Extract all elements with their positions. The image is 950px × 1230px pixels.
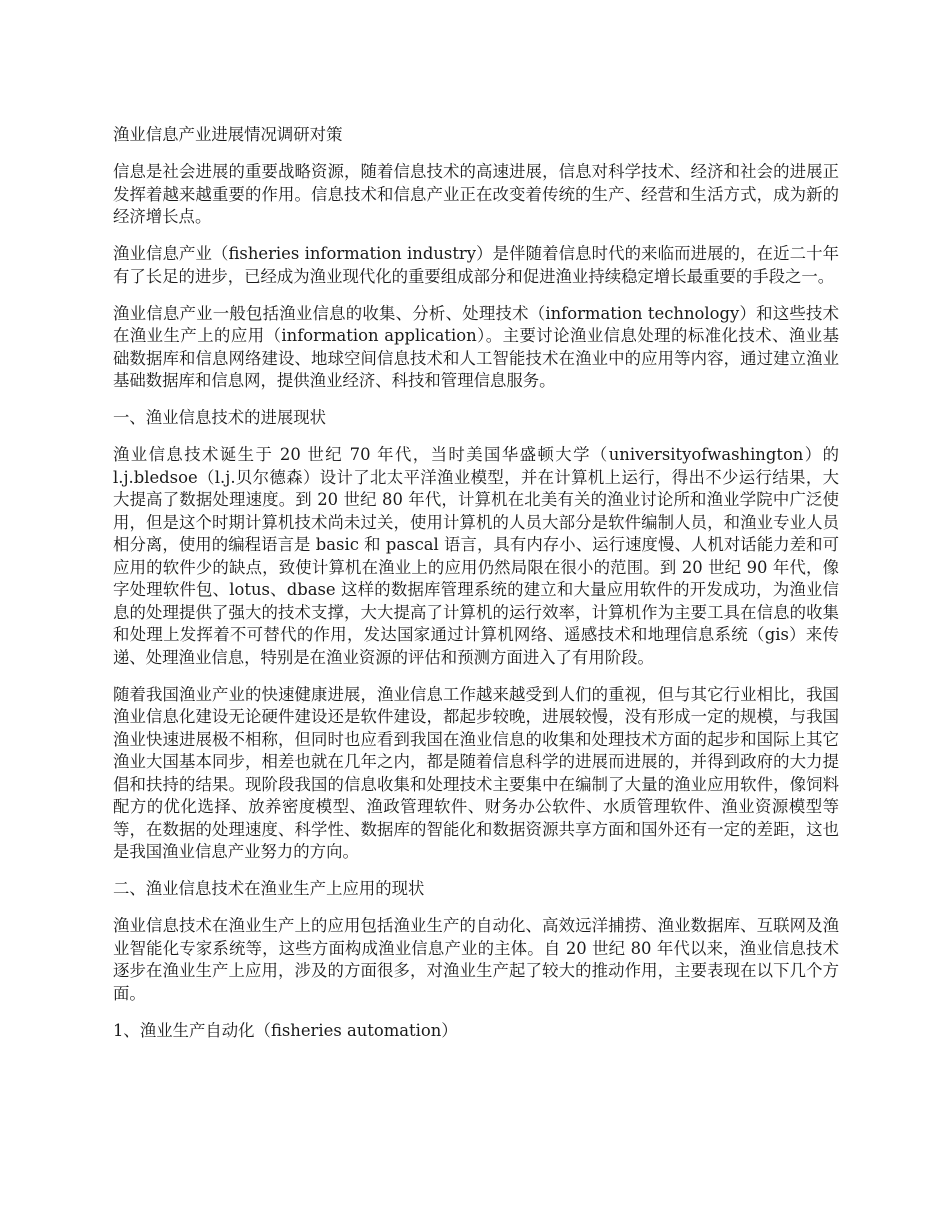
document-page — [113, 124, 839, 1057]
paragraph-intro-2: 渔业信息产业（fisheries information industry）是伴随着信息时代的来临而进展的，在近二十年有了长足的进步，已经成为渔业现代化的重要组成部分和促进渔业持续稳定增长最重要的手段之一。 — [113, 244, 839, 286]
paragraph-section1-1: 渔业信息技术诞生于 20 世纪 70 年代，当时美国华盛顿大学（universityofwashington）的 l.j.bledsoe（l.j.贝尔德森）设计了北太平洋渔业模型，并在计算机上运行，得出不少运行结果，大大提高了数据处理速度。到 20 世纪 80 年代，计算机在北美有关的渔业讨论所和渔业学院中广泛使用，但是这个时期计算机技术尚未过关，使用计算机的人员大部分是软件编制人员，和渔业专业人员相分离，使用的编程语言是 basic 和 pascal 语言，具有内存小、运行速度慢、人机对话能力差和可应用的软件少的缺点，致使计算机在渔业上的应用仍然局限在很小的范围。到 20 世纪 90 年代，像字处理软件包、lotus、dbase 这样的数据库管理系统的建立和大量应用软件的开发成功，为渔业信息的处理提供了强大的技术支撑，大大提高了计算机的运行效率，计算机作为主要工具在信息的收集和处理上发挥着不可替代的作用，发达国家通过计算机网络、遥感技术和地理信息系统（gis）来传递、处理渔业信息，特别是在渔业资源的评估和预测方面进入了有用阶段。 — [113, 445, 839, 667]
subsection-heading-1: 1、渔业生产自动化（fisheries automation） — [113, 1020, 458, 1040]
document-title: 渔业信息产业进展情况调研对策 — [113, 125, 343, 144]
paragraph-intro-3: 渔业信息产业一般包括渔业信息的收集、分析、处理技术（information technology）和这些技术在渔业生产上的应用（information application）。主要讨论渔业信息处理的标准化技术、渔业基础数据库和信息网络建设、地球空间信息技术和人工智能技术在渔业中的应用等内容，通过建立渔业基础数据库和信息网，提供渔业经济、科技和管理信息服务。 — [113, 303, 839, 390]
section-heading-2: 二、渔业信息技术在渔业生产上应用的现状 — [113, 879, 425, 898]
paragraph-section2-1: 渔业信息技术在渔业生产上的应用包括渔业生产的自动化、高效远洋捕捞、渔业数据库、互联网及渔业智能化专家系统等，这些方面构成渔业信息产业的主体。自 20 世纪 80 年代以来，渔业信息技术逐步在渔业生产上应用，涉及的方面很多，对渔业生产起了较大的推动作用，主要表现在以下几个方面。 — [113, 916, 839, 1003]
section-heading-1: 一、渔业信息技术的进展现状 — [113, 408, 327, 427]
paragraph-intro-1: 信息是社会进展的重要战略资源，随着信息技术的高速进展，信息对科学技术、经济和社会的进展正发挥着越来越重要的作用。信息技术和信息产业正在改变着传统的生产、经营和生活方式，成为新的经济增长点。 — [113, 162, 839, 226]
paragraph-section1-2: 随着我国渔业产业的快速健康进展，渔业信息工作越来越受到人们的重视，但与其它行业相比，我国渔业信息化建设无论硬件建设还是软件建设，都起步较晚，进展较慢，没有形成一定的规模，与我国渔业快速进展极不相称，但同时也应看到我国在渔业信息的收集和处理技术方面的起步和国际上其它渔业大国基本同步，相差也就在几年之内，都是随着信息科学的进展而进展的，并得到政府的大力提倡和扶持的结果。现阶段我国的信息收集和处理技术主要集中在编制了大量的渔业应用软件，像饲料配方的优化选择、放养密度模型、渔政管理软件、财务办公软件、水质管理软件、渔业资源模型等等，在数据的处理速度、科学性、数据库的智能化和数据资源共享方面和国外还有一定的差距，这也是我国渔业信息产业努力的方向。 — [113, 684, 839, 861]
